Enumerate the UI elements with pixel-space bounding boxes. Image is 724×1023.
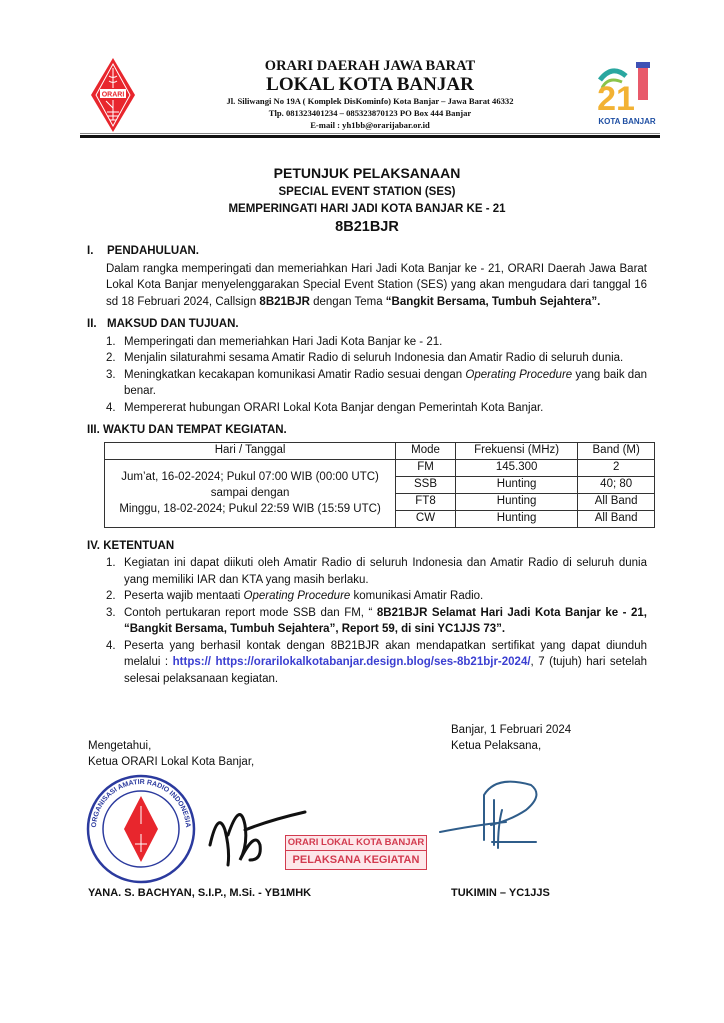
section-number: IV. [87,539,101,552]
list-text: Kegiatan ini dapat diikuti oleh Amatir Radio di seluruh Indonesia dan Amatir Radio di seluruh dunia yang memiliki IAR dan KTA yang masih berlaku. [124,557,647,586]
list-text: Meningkatkan kecakapan komunikasi Amatir Radio sesuai dengan [124,368,466,381]
header-thin-rule [80,133,660,134]
org-name-line1: ORARI DAERAH JAWA BARAT [264,58,476,74]
section-4-heading [87,538,647,555]
table-header-row [105,442,655,459]
section-3-heading [87,422,647,439]
section-1-heading [87,243,647,260]
section-title: KETENTUAN [103,539,175,552]
mode-cell: CW [396,510,456,527]
list-number: 1. [106,557,116,569]
section-title: MAKSUD DAN TUJUAN. [107,318,239,330]
section-number: I. [87,245,94,257]
list-item [106,350,647,367]
frequency-cell: Hunting [455,493,577,510]
list-item [106,605,647,638]
para-text: Dalam rangka memperingati dan memeriahkan Hari Jadi Kota Banjar ke - 21, ORARI Daerah Jawa Barat Lokal Kota Banjar menyelenggarakan Special Event Station (SES) yang akan mengudara dari tanggal 16 sd 18 Februari 2024, Callsign [106,262,647,308]
section-title: PENDAHULUAN. [107,245,199,257]
list-number: 4. [106,401,116,414]
mode-cell: FT8 [396,493,456,510]
para-text: dengan Tema [309,295,386,308]
list-text: yang baik dan benar. [124,368,647,397]
schedule-table [104,442,655,528]
org-email: E-mail : yh1bb@orarijabar.or.id [310,120,430,130]
document-body [87,163,647,687]
list-text: Contoh pertukaran report mode SSB dan FM, “ [124,606,377,619]
frequency-cell: 145.300 [455,459,577,476]
seal-text: ORGANISASI AMATIR RADIO INDONESIA [90,778,192,828]
list-text: Memperingati dan memeriahkan Hari Jadi Kota Banjar ke - 21. [124,335,443,348]
list-item [106,334,647,351]
stamp-line-1: ORARI LOKAL KOTA BANJAR [286,836,426,851]
section-number: II. [87,318,97,330]
list-text: komunikasi Amatir Radio. [350,590,484,602]
provisions-list [106,555,647,687]
objectives-list [106,334,647,417]
date-range-cell [105,459,396,527]
list-text: Mempererat hubungan ORARI Lokal Kota Banjar dengan Pemerintah Kota Banjar. [124,401,544,414]
band-cell: 2 [578,459,655,476]
orari-seal [86,774,196,884]
list-text: Peserta wajib mentaati [124,590,244,602]
chairman-title: Ketua ORARI Lokal Kota Banjar, [88,756,255,768]
doc-callsign: 8B21BJR [335,219,399,235]
org-phone: Tlp. 081323401234 – 085323870123 PO Box 444 Banjar [268,108,472,118]
doc-subtitle: SPECIAL EVENT STATION (SES) [278,186,456,198]
org-name-line2: LOKAL KOTA BANJAR [266,74,474,95]
report-example-bold: 8B21BJR Selamat Hari Jadi Kota Banjar ke - 21, “Bangkit Bersama, Tumbuh Sejahtera”, Report 59, di sini YC1JJS 73”. [124,606,647,635]
section-title: WAKTU DAN TEMPAT KEGIATAN. [102,424,287,436]
stamp-line-2: PELAKSANA KEGIATAN [292,854,420,866]
band-cell: All Band [578,493,655,510]
doc-subtitle-2: MEMPERINGATI HARI JADI KOTA BANJAR KE - 21 [228,203,506,215]
list-number: 1. [106,335,116,348]
list-number: 2. [106,590,116,602]
list-text-italic: Operating Procedure [465,368,573,381]
org-address: Jl. Siliwangi No 19A ( Komplek DisKominfo) Kota Banjar – Jawa Barat 46332 [226,96,514,106]
list-number: 4. [106,639,116,652]
header-frequency: Frekuensi (MHz) [455,442,577,459]
list-text-italic: Operating Procedure [243,590,351,602]
logo-number: 21 [597,80,635,118]
logo-caption: KOTA BANJAR [598,117,656,126]
section-2-heading [87,316,647,333]
list-text: Peserta yang berhasil kontak dengan 8B21BJR akan mendapatkan sertifikat yang dapat diunduh melalui : [124,639,647,668]
orari-logo [88,56,138,134]
list-number: 3. [106,606,116,619]
kota-banjar-21-logo [592,58,662,130]
list-item [106,367,647,400]
frequency-cell: Hunting [455,510,577,527]
doc-title: PETUNJUK PELAKSANAAN [273,165,461,181]
chair-title: Ketua Pelaksana, [451,740,542,752]
list-item [106,588,647,605]
certificate-download-link[interactable]: https:// https://orarilokalkotabanjar.design.blog/ses-8b21bjr-2024/ [172,656,531,668]
executor-signature [436,770,556,860]
theme-bold: “Bangkit Bersama, Tumbuh Sejahtera”. [385,295,601,308]
list-item [106,555,647,588]
header-rule [80,135,660,138]
list-text: , 7 (tujuh) hari setelah selesai pelaksanaan kegiatan. [124,656,647,685]
list-number: 2. [106,352,116,364]
acknowledged-label: Mengetahui, [88,740,152,752]
committee-stamp [285,835,427,870]
mode-cell: FM [396,459,456,476]
list-number: 3. [106,368,116,381]
executor-name: TUKIMIN – YC1JJS [451,887,550,899]
place-date: Banjar, 1 Februari 2024 [451,724,572,736]
orari-logo-text: ORARI [101,91,125,99]
chairman-name: YANA. S. BACHYAN, S.I.P., M.Si. - YB1MHK [88,887,312,899]
band-cell: All Band [578,510,655,527]
date-separator: sampai dengan [210,487,290,499]
table-row [105,459,655,476]
date-end: Minggu, 18-02-2024; Pukul 22:59 WIB (15:59 UTC) [119,503,381,515]
list-item [106,400,647,417]
callsign-bold: 8B21BJR [259,295,310,308]
header-band: Band (M) [578,442,655,459]
band-cell: 40; 80 [578,476,655,493]
list-text: Menjalin silaturahmi sesama Amatir Radio di seluruh Indonesia dan Amatir Radio di seluruh dunia. [124,352,624,364]
date-start: Jum’at, 16-02-2024; Pukul 07:00 WIB (00:00 UTC) [121,471,379,483]
mode-cell: SSB [396,476,456,493]
header-date: Hari / Tanggal [105,442,396,459]
section-number: III. [87,424,100,436]
section-1-paragraph [106,261,647,311]
header-mode: Mode [396,442,456,459]
frequency-cell: Hunting [455,476,577,493]
list-item [106,638,647,688]
